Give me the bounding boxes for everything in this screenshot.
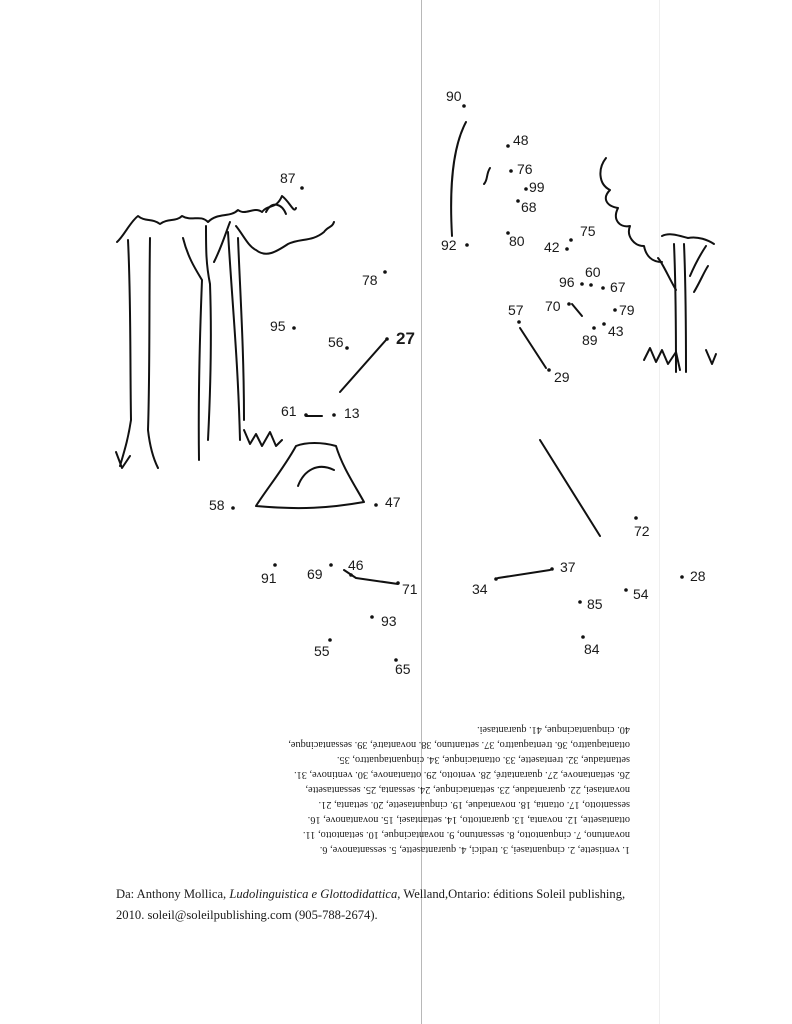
credit-author: Da: Anthony Mollica, <box>116 887 230 901</box>
dot-number-label: 28 <box>690 568 706 584</box>
predrawn-segments <box>340 122 600 584</box>
numbered-dot-60 <box>585 264 601 287</box>
cone-illustration <box>256 416 364 508</box>
dot-number-label: 42 <box>544 239 560 255</box>
dot-number-label: 93 <box>381 613 397 629</box>
number-words-list <box>190 722 630 857</box>
numbered-dot-27 <box>385 329 415 348</box>
dot-point <box>349 573 353 577</box>
dot-point <box>304 413 308 417</box>
numbered-dot-61 <box>281 403 308 419</box>
dot-point <box>329 563 333 567</box>
dot-point <box>580 282 584 286</box>
dot-point <box>680 575 684 579</box>
dot-point <box>567 302 571 306</box>
dot-number-label: 78 <box>362 272 378 288</box>
dot-point <box>550 567 554 571</box>
numbered-dot-47 <box>374 494 401 510</box>
numbered-dot-99 <box>524 179 545 195</box>
dot-point <box>385 337 389 341</box>
credit-publisher: , Welland,Ontario: éditions Soleil publishing, <box>397 887 626 901</box>
dot-point <box>547 368 551 372</box>
dot-number-label: 27 <box>396 329 415 348</box>
numbered-dot-56 <box>328 334 349 350</box>
dot-number-label: 60 <box>585 264 601 280</box>
dot-point <box>231 506 235 510</box>
numbered-dot-65 <box>394 658 411 677</box>
credit-line-2: 2010. soleil@soleilpublishing.com (905-788-2674). <box>116 908 378 922</box>
dot-point <box>292 326 296 330</box>
dot-number-label: 65 <box>395 661 411 677</box>
dot-number-label: 91 <box>261 570 277 586</box>
dot-point <box>494 577 498 581</box>
dot-point <box>602 322 606 326</box>
dot-number-label: 68 <box>521 199 537 215</box>
numbered-dot-69 <box>307 563 333 582</box>
numbered-dot-76 <box>509 161 533 177</box>
numbered-dot-91 <box>261 563 277 586</box>
numbered-dot-70 <box>545 298 571 314</box>
dot-point <box>578 600 582 604</box>
number-words-line: 40. cinquantacinque, 41. quarantasei. <box>477 724 630 735</box>
dot-number-label: 92 <box>441 237 457 253</box>
numbered-dot-71 <box>396 581 418 597</box>
numbered-dot-48 <box>506 132 529 148</box>
dot-point <box>465 243 469 247</box>
dot-point <box>328 638 332 642</box>
dot-number-label: 95 <box>270 318 286 334</box>
dot-point <box>592 326 596 330</box>
dot-labels <box>209 88 706 677</box>
dot-point <box>462 104 466 108</box>
dot-point <box>506 144 510 148</box>
tree-left-illustration <box>116 196 334 468</box>
number-words-line: sessantotto, 17. ottanta, 18. novantadue, 19. cinquantasette, 20. settanta, 21. <box>318 799 630 810</box>
number-words-line: 26. settantanove, 27. quarantatré, 28. ventotto, 29. ottantanove, 30. ventinove, 31. <box>294 769 630 780</box>
numbered-dot-75 <box>569 223 596 242</box>
dot-point <box>524 187 528 191</box>
dot-number-label: 69 <box>307 566 323 582</box>
dot-point <box>569 238 573 242</box>
dot-number-label: 54 <box>633 586 649 602</box>
dot-number-label: 96 <box>559 274 575 290</box>
dot-number-label: 46 <box>348 557 364 573</box>
dot-number-label: 47 <box>385 494 401 510</box>
numbered-dot-34 <box>472 577 498 597</box>
numbered-dot-29 <box>547 368 570 385</box>
dot-point <box>634 516 638 520</box>
numbered-dot-80 <box>506 231 525 249</box>
dot-number-label: 79 <box>619 302 635 318</box>
dot-point <box>396 581 400 585</box>
dot-number-label: 29 <box>554 369 570 385</box>
dot-number-label: 37 <box>560 559 576 575</box>
dot-point <box>370 615 374 619</box>
numbered-dot-93 <box>370 613 397 629</box>
numbered-dot-42 <box>544 239 569 255</box>
number-words-line: ottantasette, 12. novanta, 13. quarantotto, 14. settantasei, 15. novantanove, 16. <box>307 814 630 825</box>
number-words-line: ottantaquattro, 36. trentaquattro, 37. settantuno, 38. novantatré, 39. sessantacinque, <box>288 739 630 750</box>
dot-number-label: 85 <box>587 596 603 612</box>
dot-number-label: 13 <box>344 405 360 421</box>
dot-number-label: 80 <box>509 233 525 249</box>
tree-right-illustration <box>600 158 716 372</box>
numbered-dot-78 <box>362 270 387 288</box>
dot-point <box>613 308 617 312</box>
dot-number-label: 48 <box>513 132 529 148</box>
dot-point <box>565 247 569 251</box>
dot-point <box>300 186 304 190</box>
dot-number-label: 84 <box>584 641 600 657</box>
dot-number-label: 43 <box>608 323 624 339</box>
dot-number-label: 56 <box>328 334 344 350</box>
dot-point <box>581 635 585 639</box>
numbered-dot-96 <box>559 274 584 290</box>
dot-number-label: 34 <box>472 581 488 597</box>
dot-point <box>332 413 336 417</box>
dot-number-label: 72 <box>634 523 650 539</box>
numbered-dot-72 <box>634 516 650 539</box>
numbered-dot-46 <box>348 557 364 577</box>
dot-number-label: 71 <box>402 581 418 597</box>
dot-number-label: 76 <box>517 161 533 177</box>
dot-number-label: 89 <box>582 332 598 348</box>
numbered-dot-58 <box>209 497 235 513</box>
dot-number-label: 58 <box>209 497 225 513</box>
dot-point <box>601 286 605 290</box>
numbered-dot-13 <box>332 405 360 421</box>
numbered-dot-57 <box>508 302 524 324</box>
number-words-line: novantuno, 7. cinquantotto, 8. sessantuno, 9. novantacinque, 10. settantotto, 11. <box>302 829 630 840</box>
dot-number-label: 61 <box>281 403 297 419</box>
dot-number-label: 90 <box>446 88 462 104</box>
dot-number-label: 99 <box>529 179 545 195</box>
number-words-line: novantasei, 22. quarantadue, 23. settantacinque, 24. sessanta, 25. sessantasette, <box>305 784 630 795</box>
numbered-dot-54 <box>624 586 649 602</box>
numbered-dot-90 <box>446 88 466 108</box>
dot-point <box>624 588 628 592</box>
dot-number-label: 70 <box>545 298 561 314</box>
numbered-dot-89 <box>582 326 598 348</box>
numbered-dot-79 <box>613 302 635 318</box>
numbered-dot-92 <box>441 237 469 253</box>
credit-book-title: Ludolinguistica e Glottodidattica <box>229 887 398 901</box>
numbered-dot-67 <box>601 279 626 295</box>
numbered-dot-55 <box>314 638 332 659</box>
dot-point <box>374 503 378 507</box>
numbered-dot-68 <box>516 199 537 215</box>
dot-number-label: 75 <box>580 223 596 239</box>
number-words-line: 1. ventisette, 2. cinquantasei, 3. tredici, 4. quarantasette, 5. sessantanove, 6. <box>319 844 630 855</box>
dot-number-label: 57 <box>508 302 524 318</box>
dot-point <box>383 270 387 274</box>
dot-point <box>516 199 520 203</box>
source-credit <box>116 884 696 926</box>
number-words-line: settantadue, 32. trentasette, 33. ottantacinque, 34. cinquantaquattro, 35. <box>336 754 630 765</box>
dot-point <box>589 283 593 287</box>
credit-line-1 <box>116 884 696 905</box>
numbered-dot-28 <box>680 568 706 584</box>
dot-number-label: 55 <box>314 643 330 659</box>
dot-number-label: 87 <box>280 170 296 186</box>
dot-point <box>273 563 277 567</box>
dot-point <box>517 320 521 324</box>
dot-number-label: 67 <box>610 279 626 295</box>
numbered-dot-43 <box>602 322 624 339</box>
dot-point <box>509 169 513 173</box>
numbered-dot-87 <box>280 170 304 190</box>
numbered-dot-37 <box>550 559 576 575</box>
numbered-dot-95 <box>270 318 296 334</box>
numbered-dot-84 <box>581 635 600 657</box>
dot-point <box>345 346 349 350</box>
numbered-dot-85 <box>578 596 603 612</box>
